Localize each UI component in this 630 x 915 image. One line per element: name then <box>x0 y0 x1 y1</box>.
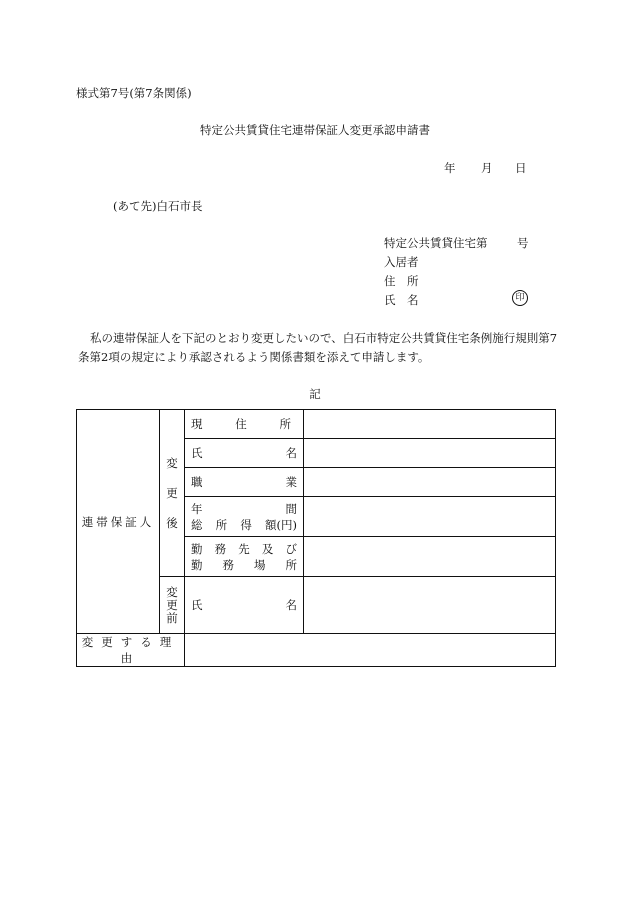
resident-label: 入居者 <box>384 255 419 269</box>
before-change-label: 変 更 前 <box>160 577 185 634</box>
value-occupation[interactable] <box>304 468 556 497</box>
date-day-label: 日 <box>515 161 527 175</box>
value-name[interactable] <box>304 439 556 468</box>
field-current-address: 現 住 所 <box>185 410 304 439</box>
application-statement: 私の連帯保証人を下記のとおり変更したいので、白石市特定公共賃貸住宅条例施行規則第7条第2項の規定により承認されるよう関係書類を添えて申請します。 <box>78 331 558 364</box>
after-change-label: 変 更 後 <box>160 410 185 577</box>
guarantor-table <box>76 409 556 667</box>
value-reason[interactable] <box>185 634 556 667</box>
address-label: 住 所 <box>384 274 419 288</box>
form-number: 様式第7号(第7条関係) <box>76 86 192 100</box>
field-occupation: 職 業 <box>185 468 304 497</box>
ki-heading: 記 <box>309 387 321 401</box>
date-month-label: 月 <box>481 161 493 175</box>
name-label: 氏 名 <box>384 293 419 307</box>
value-workplace[interactable] <box>304 537 556 577</box>
seal-mark: 印 <box>512 290 528 306</box>
guarantor-group-label: 連帯保証人 <box>77 410 160 634</box>
reason-label: 変更する理由 <box>77 634 185 667</box>
field-annual-income: 年 間 総 所 得 額(円) <box>185 497 304 537</box>
value-previous-name[interactable] <box>304 577 556 634</box>
housing-number-suffix: 号 <box>517 236 529 250</box>
field-previous-name: 氏 名 <box>185 577 304 634</box>
document-title: 特定公共賃貸住宅連帯保証人変更承認申請書 <box>200 123 430 137</box>
field-workplace: 勤 務 先 及 び 勤 務 場 所 <box>185 537 304 577</box>
value-annual-income[interactable] <box>304 497 556 537</box>
value-current-address[interactable] <box>304 410 556 439</box>
addressee: (あて先)白石市長 <box>113 199 203 213</box>
housing-label: 特定公共賃貸住宅第 <box>384 236 488 250</box>
field-name: 氏 名 <box>185 439 304 468</box>
date-year-label: 年 <box>444 161 456 175</box>
